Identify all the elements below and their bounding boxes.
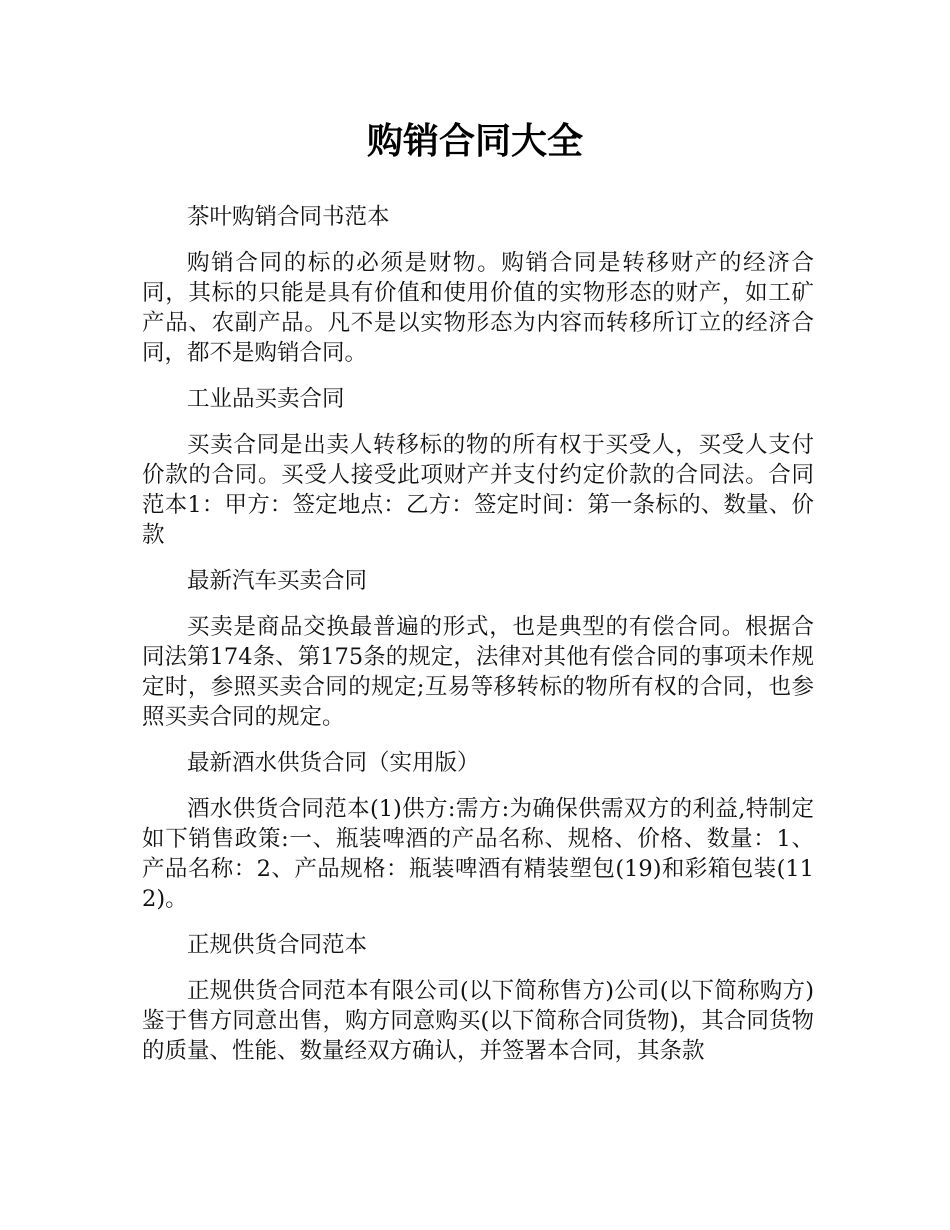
section-paragraph: 正规供货合同范本有限公司(以下简称售方)公司(以下简称购方)鉴于售方同意出售，购方同意购买(以下简称合同货物)，其合同货物的质量、性能、数量经双方确认，并签署本合同，其条款 [142,978,814,1064]
section-paragraph: 酒水供货合同范本(1)供方:需方:为确保供需双方的利益,特制定如下销售政策:一、瓶装啤酒的产品名称、规格、价格、数量：1、产品名称：2、产品规格：瓶装啤酒有精装塑包(19)和彩箱包装(112)。 [142,796,814,912]
section-paragraph: 买卖合同是出卖人转移标的物的所有权于买受人，买受人支付价款的合同。买受人接受此项财产并支付约定价款的合同法。合同范本1：甲方：签定地点：乙方：签定时间：第一条标的、数量、价款 [142,432,814,548]
section-heading: 最新汽车买卖合同 [187,568,368,594]
section-heading: 工业品买卖合同 [187,386,345,412]
document-body [142,202,814,1082]
section-heading: 最新酒水供货合同（实用版） [187,750,480,776]
section-paragraph: 买卖是商品交换最普遍的形式，也是典型的有偿合同。根据合同法第174条、第175条的规定，法律对其他有偿合同的事项未作规定时，参照买卖合同的规定;互易等移转标的物所有权的合同，也参照买卖合同的规定。 [142,614,814,730]
section-heading: 茶叶购销合同书范本 [187,204,390,230]
section-heading: 正规供货合同范本 [187,932,368,958]
section-paragraph: 购销合同的标的必须是财物。购销合同是转移财产的经济合同，其标的只能是具有价值和使用价值的实物形态的财产，如工矿产品、农副产品。凡不是以实物形态为内容而转移所订立的经济合同，都不是购销合同。 [142,250,814,366]
page-title: 购销合同大全 [366,121,583,162]
